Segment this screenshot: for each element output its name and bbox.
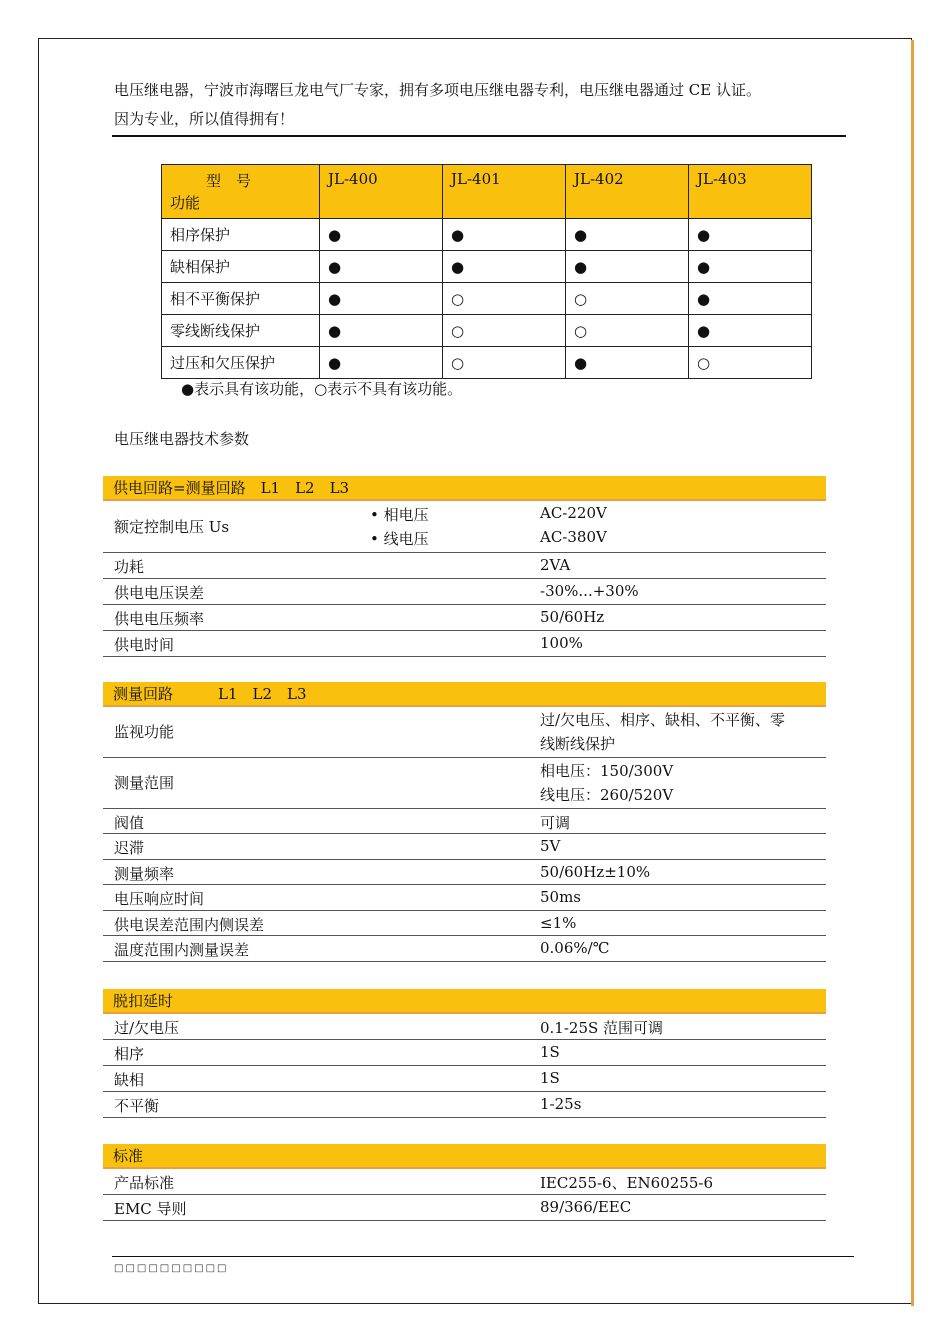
feature-mark: ○ xyxy=(689,347,812,379)
phase-voltage-value: AC-220V xyxy=(540,504,607,522)
table-row xyxy=(162,283,812,315)
param-value: 5V xyxy=(540,837,561,855)
param-label: 阀值 xyxy=(114,814,145,832)
table-row xyxy=(103,860,826,885)
feature-mark: ● xyxy=(689,315,812,347)
monitor-label: 监视功能 xyxy=(114,723,175,741)
table-row xyxy=(103,631,826,657)
table-row xyxy=(103,1195,826,1221)
feature-mark: ● xyxy=(566,219,689,251)
feature-mark: ○ xyxy=(566,283,689,315)
feature-mark: ● xyxy=(689,251,812,283)
rated-voltage-label: 额定控制电压 Us xyxy=(114,518,230,536)
feature-mark: ● xyxy=(566,251,689,283)
supply-section-title: 供电回路=测量回路 L1 L2 L3 xyxy=(103,476,826,501)
header-corner-cell xyxy=(162,165,320,219)
feature-mark: ● xyxy=(320,251,443,283)
param-value: 2VA xyxy=(540,556,571,574)
intro-line-1: 电压继电器，宁波市海曙巨龙电气厂专家，拥有多项电压继电器专利，电压继电器通过 CE 认证。 xyxy=(114,81,761,99)
supply-section xyxy=(103,476,826,657)
function-name: 相不平衡保护 xyxy=(162,283,320,315)
measure-section-title: 测量回路 L1 L2 L3 xyxy=(103,682,826,707)
feature-mark: ● xyxy=(443,251,566,283)
feature-mark: ● xyxy=(320,315,443,347)
table-row xyxy=(162,219,812,251)
param-label: 供电时间 xyxy=(114,636,175,654)
table-row xyxy=(103,579,826,605)
param-label: 产品标准 xyxy=(114,1174,175,1192)
model-name: JL-402 xyxy=(566,165,689,219)
param-label: 测量频率 xyxy=(114,865,175,883)
range-value-line-1: 相电压：150/300V xyxy=(540,762,674,780)
table-row xyxy=(103,553,826,579)
table-row xyxy=(103,911,826,936)
feature-mark: ○ xyxy=(443,315,566,347)
param-value: 1S xyxy=(540,1043,560,1061)
header-model-label: 型 号 xyxy=(206,172,252,190)
table-row xyxy=(162,347,812,379)
param-value: 1-25s xyxy=(540,1095,582,1113)
function-name: 相序保护 xyxy=(162,219,320,251)
intro-divider xyxy=(112,135,846,137)
table-row xyxy=(103,605,826,631)
param-label: 功耗 xyxy=(114,558,145,576)
tech-params-title: 电压继电器技术参数 xyxy=(114,430,250,448)
feature-mark: ● xyxy=(320,219,443,251)
function-name: 零线断线保护 xyxy=(162,315,320,347)
param-value: 50/60Hz±10% xyxy=(540,863,651,881)
feature-mark: ● xyxy=(689,283,812,315)
param-value: 89/366/EEC xyxy=(540,1198,632,1216)
param-label: 温度范围内测量误差 xyxy=(114,941,250,959)
model-name: JL-403 xyxy=(689,165,812,219)
feature-mark: ● xyxy=(689,219,812,251)
function-name: 过压和欠压保护 xyxy=(162,347,320,379)
model-name: JL-401 xyxy=(443,165,566,219)
param-value: 50ms xyxy=(540,888,582,906)
function-name: 缺相保护 xyxy=(162,251,320,283)
param-value: 可调 xyxy=(540,814,571,832)
range-label: 测量范围 xyxy=(114,774,175,792)
feature-mark: ● xyxy=(320,283,443,315)
monitor-value-line-1: 过/欠电压、相序、缺相、不平衡、零 xyxy=(540,711,786,729)
param-value: -30%...+30% xyxy=(540,582,639,600)
param-label: 缺相 xyxy=(114,1071,145,1089)
param-value: 100% xyxy=(540,634,583,652)
table-row xyxy=(103,1092,826,1118)
feature-mark: ○ xyxy=(443,347,566,379)
intro-paragraph xyxy=(114,76,834,134)
monitor-row xyxy=(103,707,826,758)
phase-voltage-label: • 相电压 xyxy=(370,506,429,524)
rated-voltage-row xyxy=(103,501,826,553)
param-label: 相序 xyxy=(114,1045,145,1063)
intro-line-2: 因为专业，所以值得拥有！ xyxy=(114,110,295,128)
line-voltage-label: • 线电压 xyxy=(370,530,429,548)
table-row xyxy=(103,809,826,834)
param-value: 1S xyxy=(540,1069,560,1087)
table-legend: ●表示具有该功能，○表示不具有该功能。 xyxy=(181,380,463,398)
table-row xyxy=(162,251,812,283)
table-row xyxy=(103,1066,826,1092)
param-label: 不平衡 xyxy=(114,1097,160,1115)
table-row xyxy=(103,1169,826,1195)
model-name: JL-400 xyxy=(320,165,443,219)
table-row xyxy=(103,834,826,860)
header-function-label: 功能 xyxy=(170,194,201,212)
line-voltage-value: AC-380V xyxy=(540,528,607,546)
page-border-shadow xyxy=(911,40,914,1306)
param-label: EMC 导则 xyxy=(114,1200,187,1218)
standard-section xyxy=(103,1144,826,1221)
param-value: 0.1-25S 范围可调 xyxy=(540,1019,664,1037)
range-value-line-2: 线电压：260/520V xyxy=(540,786,674,804)
param-label: 供电电压频率 xyxy=(114,610,205,628)
footer-text: □□□□□□□□□□ xyxy=(114,1263,229,1274)
measure-section xyxy=(103,682,826,962)
feature-mark: ○ xyxy=(443,283,566,315)
param-label: 供电误差范围内侧误差 xyxy=(114,916,265,934)
table-row xyxy=(103,885,826,911)
monitor-value-line-2: 线断线保护 xyxy=(540,735,616,753)
feature-mark: ● xyxy=(443,219,566,251)
feature-mark: ● xyxy=(320,347,443,379)
param-label: 电压响应时间 xyxy=(114,890,205,908)
trip-section-title: 脱扣延时 xyxy=(103,989,826,1014)
param-value: 50/60Hz xyxy=(540,608,605,626)
model-function-table xyxy=(161,164,812,379)
param-value: IEC255-6、EN60255-6 xyxy=(540,1174,713,1192)
trip-section xyxy=(103,989,826,1118)
table-row xyxy=(103,1014,826,1040)
model-table-header xyxy=(162,165,812,219)
feature-mark: ○ xyxy=(566,315,689,347)
table-row xyxy=(103,1040,826,1066)
param-label: 过/欠电压 xyxy=(114,1019,180,1037)
table-row xyxy=(162,315,812,347)
range-row xyxy=(103,758,826,809)
standard-section-title: 标准 xyxy=(103,1144,826,1169)
param-value: 0.06%/℃ xyxy=(540,939,610,957)
param-label: 迟滞 xyxy=(114,839,145,857)
param-label: 供电电压误差 xyxy=(114,584,205,602)
param-value: ≤1% xyxy=(540,914,577,932)
footer-divider xyxy=(112,1256,854,1257)
table-row xyxy=(103,936,826,962)
feature-mark: ● xyxy=(566,347,689,379)
